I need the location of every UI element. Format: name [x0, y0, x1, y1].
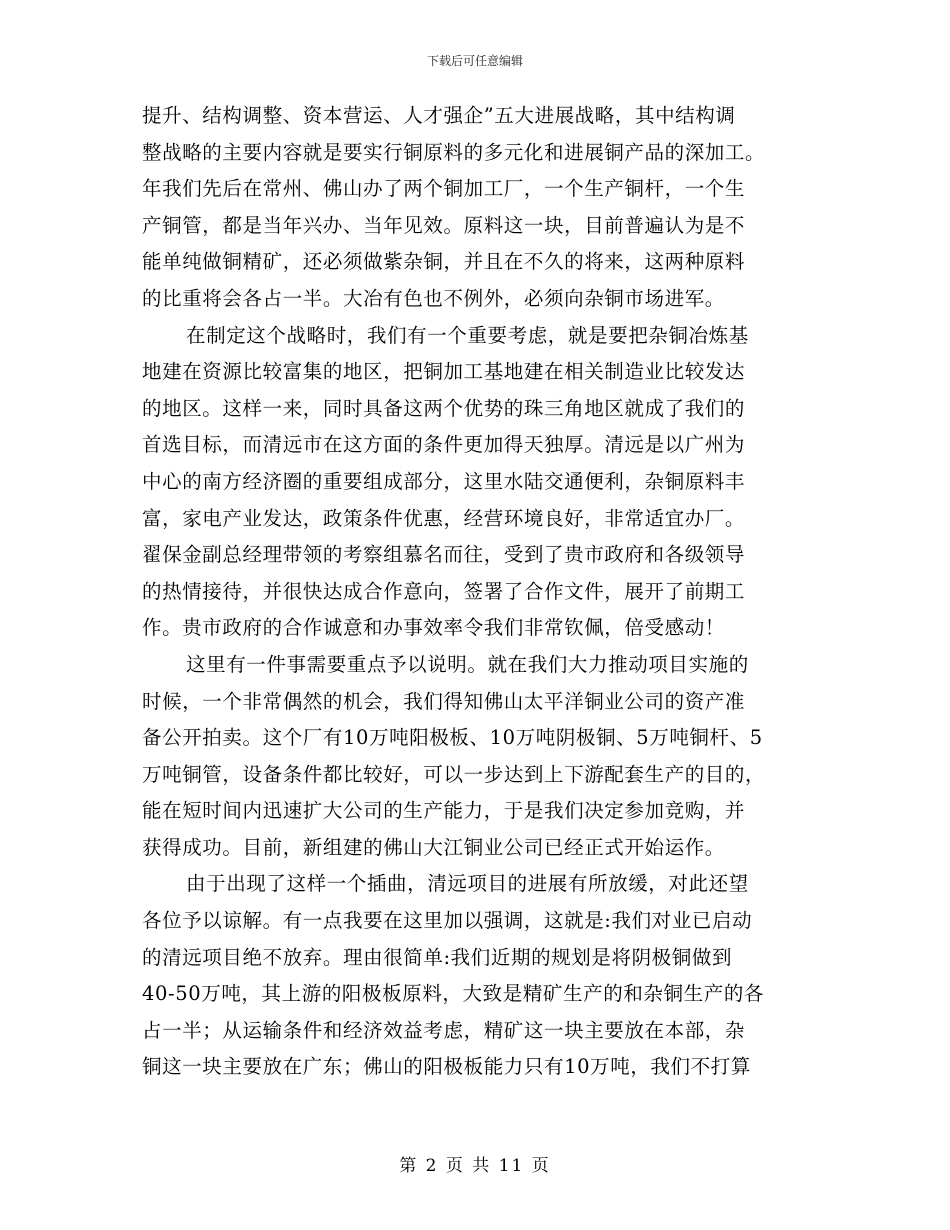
text-line: 地建在资源比较富集的地区，把铜加工基地建在相关制造业比较发达	[142, 360, 746, 384]
page-footer: 第 2 页 共 11 页	[399, 1156, 551, 1176]
text-line: 备公开拍卖。这个厂有10万吨阳极板、10万吨阴极铜、5万吨铜杆、5	[142, 726, 763, 750]
paragraph-first-line: 这里有一件事需要重点予以说明。就在我们大力推动项目实施的	[186, 652, 749, 676]
text-line: 翟保金副总经理带领的考察组慕名而往，受到了贵市政府和各级领导	[142, 543, 746, 567]
text-line: 年我们先后在常州、佛山办了两个铜加工厂，一个生产铜杆，一个生	[142, 177, 746, 201]
text-line: 的地区。这样一来，同时具备这两个优势的珠三角地区就成了我们的	[142, 396, 746, 420]
text-line: 各位予以谅解。有一点我要在这里加以强调，这就是:我们对业已启动	[142, 909, 753, 933]
text-line: 产铜管，都是当年兴办、当年见效。原料这一块，目前普遍认为是不	[142, 213, 746, 237]
text-line: 40-50万吨，其上游的阳极板原料，大致是精矿生产的和杂铜生产的各	[142, 982, 765, 1006]
text-line: 的比重将会各占一半。大冶有色也不例外，必须向杂铜市场进军。	[142, 286, 725, 310]
text-line: 整战略的主要内容就是要实行铜原料的多元化和进展铜产品的深加工。	[142, 140, 766, 164]
text-line: 富，家电产业发达，政策条件优惠，经营环境良好，非常适宜办厂。	[142, 506, 746, 530]
text-line: 能单纯做铜精矿，还必须做紫杂铜，并且在不久的将来，这两种原料	[142, 250, 746, 274]
paragraph-first-line: 由于出现了这样一个插曲，清远项目的进展有所放缓，对此还望	[186, 872, 749, 896]
text-line: 提升、结构调整、资本营运、人才强企”五大进展战略，其中结构调	[142, 104, 736, 127]
text-line: 的清远项目绝不放弃。理由很简单:我们近期的规划是将阴极铜做到	[142, 945, 733, 969]
text-line: 的热情接待，并很快达成合作意向，签署了合作文件，展开了前期工	[142, 579, 746, 603]
text-line: 万吨铜管，设备条件都比较好，可以一步达到上下游配套生产的目的，	[142, 762, 766, 786]
text-line: 中心的南方经济圈的重要组成部分，这里水陆交通便利，杂铜原料丰	[142, 469, 746, 493]
text-line: 铜这一块主要放在广东；佛山的阳极板能力只有10万吨，我们不打算	[142, 1055, 751, 1079]
page-header: 下载后可任意编辑	[426, 54, 523, 68]
text-line: 时候，一个非常偶然的机会，我们得知佛山太平洋铜业公司的资产准	[142, 689, 746, 713]
text-line: 能在短时间内迅速扩大公司的生产能力，于是我们决定参加竞购，并	[142, 799, 746, 823]
text-line: 获得成功。目前，新组建的佛山大江铜业公司已经正式开始运作。	[142, 835, 725, 859]
text-line: 占一半；从运输条件和经济效益考虑，精矿这一块主要放在本部，杂	[142, 1018, 746, 1042]
text-line: 作。贵市政府的合作诚意和办事效率令我们非常钦佩，倍受感动！	[142, 616, 725, 640]
text-line: 首选目标，而清远市在这方面的条件更加得天独厚。清远是以广州为	[142, 433, 746, 457]
body-text	[142, 98, 822, 1086]
paragraph-first-line: 在制定这个战略时，我们有一个重要考虑，就是要把杂铜冶炼基	[186, 323, 749, 347]
